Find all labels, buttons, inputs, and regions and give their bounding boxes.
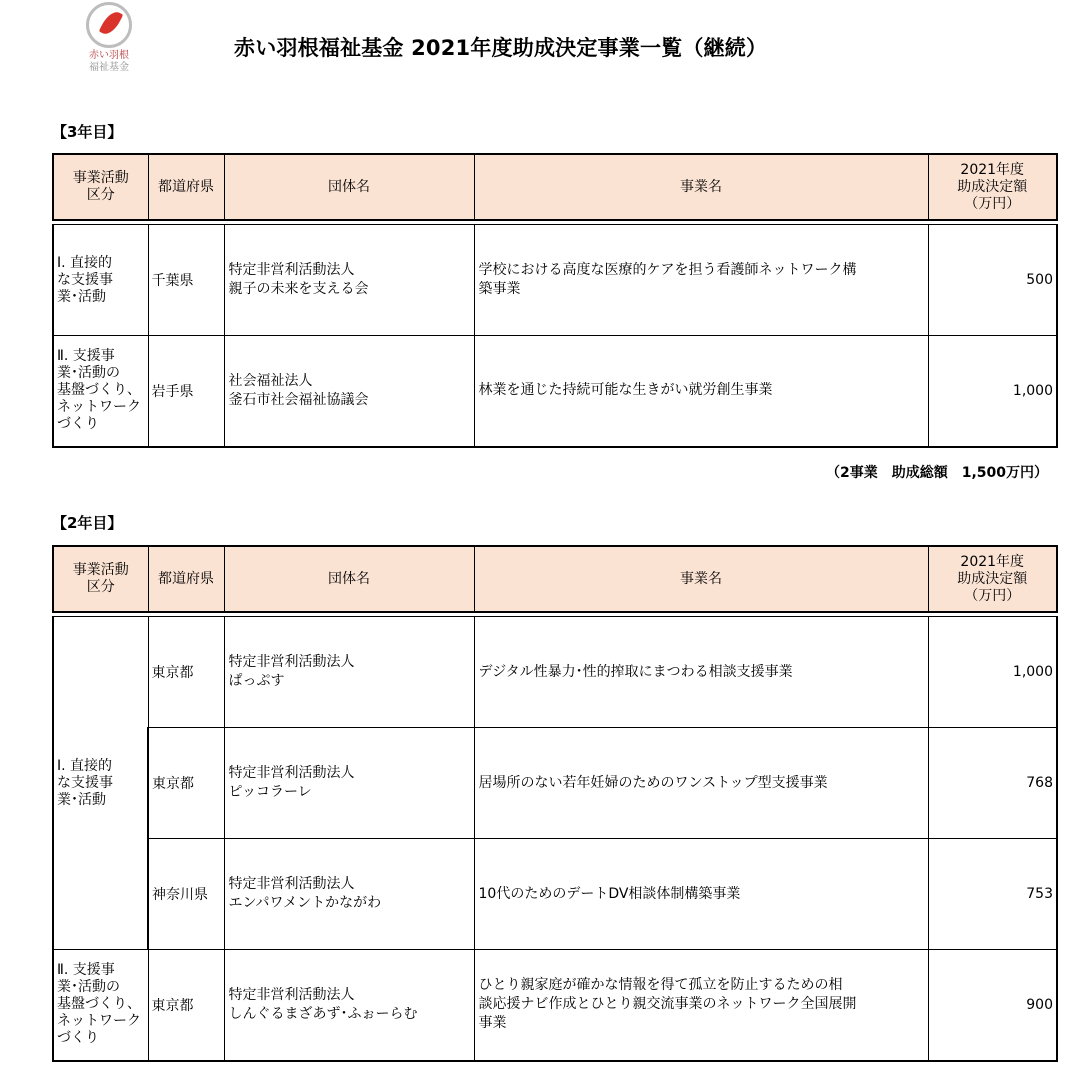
project-line: 学校における高度な医療的ケアを担う看護師ネットワーク構 [478, 262, 857, 278]
category-line: Ⅱ. 支援事 [57, 348, 115, 365]
project-cell [474, 336, 928, 447]
section-label-2nd-year: 【2年目】 [52, 514, 123, 532]
logo-text-line2: 福祉基金 [89, 62, 129, 73]
category-line: Ⅰ. 直接的 [57, 254, 113, 271]
organization-name: エンパワメントかながわ [228, 895, 382, 911]
project-line: 築事業 [478, 281, 521, 297]
amount-cell: 1,000 [928, 336, 1057, 447]
header-prefecture: 都道府県 [148, 154, 224, 220]
project-line: 事業 [478, 1015, 507, 1032]
header-category [53, 154, 148, 220]
category-cell [53, 950, 148, 1061]
project-line: 談応援ナビ作成とひとり親交流事業のネットワーク全国展開 [478, 996, 857, 1013]
header-amount-line: 2021年度 [960, 553, 1025, 570]
organization-name: ぱっぷす [228, 673, 285, 689]
category-line: ネットワーク [57, 399, 141, 416]
amount-cell: 900 [928, 950, 1057, 1061]
prefecture-cell: 千葉県 [148, 225, 224, 336]
table-header-row [53, 546, 1057, 612]
header-category [53, 546, 148, 612]
organization-type: 特定非営利活動法人 [228, 986, 355, 1003]
project-cell [474, 225, 928, 336]
header-organization: 団体名 [224, 546, 474, 612]
project-cell [474, 839, 928, 950]
category-line: な支援事 [57, 774, 113, 791]
category-line: ネットワーク [57, 1013, 141, 1030]
project-line: 10代のためのデートDV相談体制構築事業 [478, 885, 741, 902]
category-cell [53, 617, 148, 950]
section-label-3rd-year: 【3年目】 [52, 123, 123, 141]
header-category-line: 事業活動 [72, 170, 129, 186]
prefecture-cell: 東京都 [148, 617, 224, 728]
table-row [53, 950, 1057, 1061]
header-category-line: 区分 [86, 579, 115, 595]
header-amount-line: 2021年度 [960, 161, 1025, 178]
organization-type: 特定非営利活動法人 [228, 876, 355, 892]
table-header-row [53, 154, 1057, 220]
project-cell [474, 950, 928, 1061]
header-amount-line: （万円） [964, 587, 1021, 604]
organization-type: 特定非営利活動法人 [228, 262, 355, 278]
category-line: 業･活動 [57, 288, 106, 305]
category-line: 基盤づくり、 [57, 382, 141, 399]
category-cell [53, 225, 148, 336]
project-cell [474, 617, 928, 728]
red-feather-logo-icon [86, 2, 132, 48]
category-line: な支援事 [57, 271, 113, 288]
organization-cell [224, 728, 474, 839]
table-row [53, 617, 1057, 728]
prefecture-cell: 岩手県 [148, 336, 224, 447]
table-row [53, 839, 1057, 950]
project-cell [474, 728, 928, 839]
header-prefecture: 都道府県 [148, 546, 224, 612]
category-line: 業･活動の [57, 979, 120, 996]
organization-cell [224, 617, 474, 728]
category-line: 業･活動 [57, 791, 106, 808]
table-row [53, 728, 1057, 839]
page-title: 赤い羽根福祉基金 2021年度助成決定事業一覧（継続） [234, 36, 768, 60]
category-line: Ⅱ. 支援事 [57, 962, 115, 979]
project-line: 林業を通じた持続可能な生きがい就労創生事業 [478, 382, 773, 399]
prefecture-cell: 東京都 [148, 728, 224, 839]
category-line: 業･活動の [57, 365, 120, 382]
amount-cell: 1,000 [928, 617, 1057, 728]
category-line: Ⅰ. 直接的 [57, 757, 113, 774]
project-line: ひとり親家庭が確かな情報を得て孤立を防止するための相 [478, 977, 843, 994]
category-line: づくり [57, 1030, 99, 1047]
total-summary-3rd-year: （2事業 助成総額 1,500万円） [825, 465, 1048, 481]
header-amount [928, 154, 1057, 220]
header-amount-line: 助成決定額 [957, 178, 1028, 195]
header-project: 事業名 [474, 154, 928, 220]
organization-name: ピッコラーレ [228, 784, 312, 800]
table-row [53, 225, 1057, 336]
organization-type: 社会福祉法人 [228, 372, 313, 389]
organization-cell [224, 839, 474, 950]
amount-cell: 753 [928, 839, 1057, 950]
amount-cell: 768 [928, 728, 1057, 839]
project-line: 居場所のない若年妊婦のためのワンストップ型支援事業 [478, 774, 828, 791]
header-project: 事業名 [474, 546, 928, 612]
category-line: 基盤づくり、 [57, 996, 141, 1013]
table-2nd-year [52, 545, 1058, 1062]
organization-name: しんぐるまざあず･ふぉーらむ [228, 1005, 418, 1022]
prefecture-cell: 神奈川県 [148, 839, 224, 950]
organization-cell [224, 336, 474, 447]
table-3rd-year [52, 153, 1058, 448]
header-category-line: 事業活動 [72, 562, 129, 578]
header-amount-line: 助成決定額 [957, 570, 1028, 587]
project-line: デジタル性暴力･性的搾取にまつわる相談支援事業 [478, 663, 793, 680]
header-amount [928, 546, 1057, 612]
header-amount-line: （万円） [964, 195, 1021, 212]
header-organization: 団体名 [224, 154, 474, 220]
prefecture-cell: 東京都 [148, 950, 224, 1061]
organization-type: 特定非営利活動法人 [228, 654, 355, 670]
organization-cell [224, 225, 474, 336]
organization-name: 釜石市社会福祉協議会 [228, 391, 369, 408]
organization-name: 親子の未来を支える会 [228, 281, 369, 297]
header-category-line: 区分 [86, 187, 115, 203]
table-row [53, 336, 1057, 447]
logo [74, 2, 144, 74]
logo-text-line1: 赤い羽根 [89, 50, 129, 61]
organization-type: 特定非営利活動法人 [228, 765, 355, 781]
amount-cell: 500 [928, 225, 1057, 336]
organization-cell [224, 950, 474, 1061]
category-line: づくり [57, 416, 99, 433]
category-cell [53, 336, 148, 447]
